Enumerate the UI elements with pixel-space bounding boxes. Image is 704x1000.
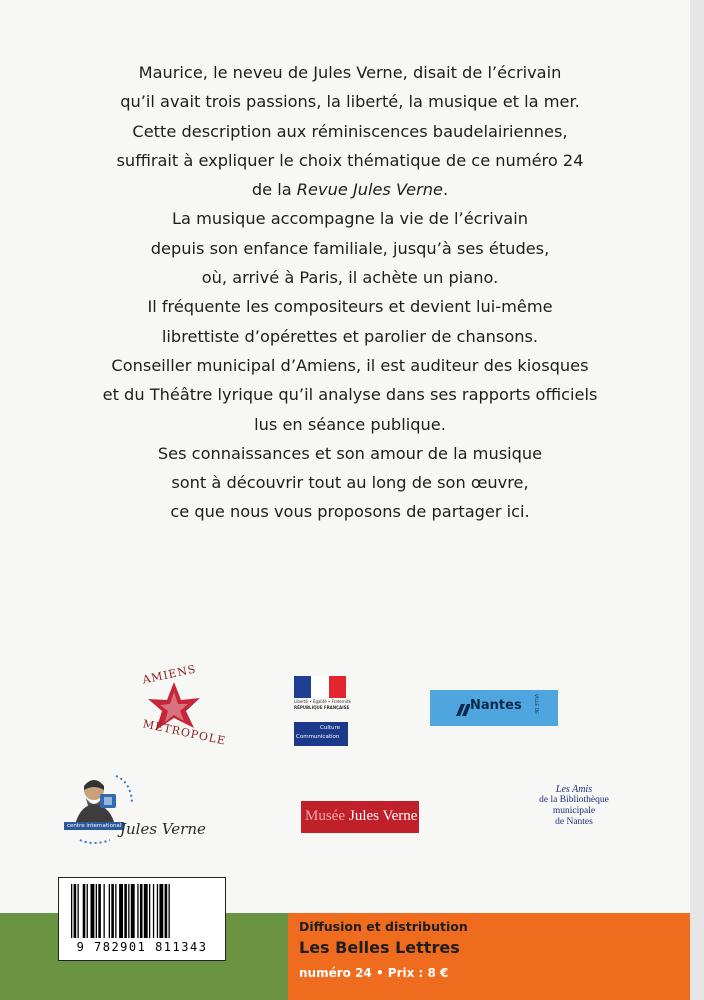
revue-title: Revue Jules Verne <box>296 180 443 200</box>
blurb-line: Maurice, le neveu de Jules Verne, disait de l’écrivain <box>138 63 562 82</box>
blurb-line: La musique accompagne la vie de l’écrivain <box>172 209 528 229</box>
rf-culture: Culture <box>320 725 341 731</box>
issue-price: numéro 24 • Prix : 8 € <box>299 966 449 980</box>
blurb-line: Il fréquente les compositeurs et devient lui-même <box>147 297 553 317</box>
blurb-line: suffirait à expliquer le choix thématique de ce numéro 24 <box>116 150 584 170</box>
publisher-name: Les Belles Lettres <box>299 938 460 957</box>
distribution-label: Diffusion et distribution <box>299 919 468 934</box>
blurb-line: Cette description aux réminiscences baudelairiennes, <box>132 121 568 141</box>
amis-bibliotheque-logo <box>522 784 626 848</box>
blurb-line: depuis son enfance familiale, jusqu’à ses études, <box>150 238 550 258</box>
blurb-line: Ses connaissances et son amour de la musique <box>157 443 543 463</box>
tricolore-flag-icon <box>294 676 346 698</box>
ville-de-nantes-logo <box>430 690 558 726</box>
rf-motto: Liberté • Égalité • Fraternité <box>294 699 351 704</box>
amiens-metropole-logo <box>128 662 228 748</box>
nantes-stripes-icon <box>430 690 470 726</box>
amiens-logo-top: AMIENS <box>141 662 198 687</box>
blurb-line-revue <box>60 175 640 204</box>
blurb-line: Conseiller municipal d’Amiens, il est auditeur des kiosques <box>111 355 589 375</box>
blurb-line: lus en séance publique. <box>254 414 446 434</box>
blurb-line: où, arrivé à Paris, il achète un piano. <box>201 268 499 288</box>
cover-blurb <box>60 58 640 527</box>
isbn-barcode <box>58 877 226 961</box>
musee-jules-verne-logo <box>301 801 419 833</box>
blurb-text: de la <box>251 180 297 200</box>
republique-francaise-logo <box>294 676 351 748</box>
jules-verne-portrait-icon <box>60 770 140 850</box>
amis-line3: municipale <box>552 806 596 816</box>
rf-communication: Communication <box>296 734 340 740</box>
musee-word: Musée <box>305 808 345 824</box>
blurb-line: sont à découvrir tout au long de son œuvre, <box>171 473 529 493</box>
isbn-number: 9 782901 811343 <box>76 940 208 954</box>
amiens-logo-bottom: MÉTROPOLE <box>141 717 228 748</box>
amis-line4: de Nantes <box>555 817 593 827</box>
amis-line1: Les Amis <box>555 784 593 795</box>
nantes-ville: VILLE DE <box>533 694 538 715</box>
barcode-icon <box>69 884 215 940</box>
cijv-badge: centre international <box>64 822 124 830</box>
blurb-line: qu’il avait trois passions, la liberté, la musique et la mer. <box>120 92 580 112</box>
blurb-line: librettiste d’opérettes et parolier de chansons. <box>161 326 539 346</box>
centre-international-jules-verne-logo <box>60 770 206 850</box>
nantes-name: Nantes <box>470 698 522 713</box>
blurb-line: et du Théâtre lyrique qu’il analyse dans ses rapports officiels <box>102 385 598 405</box>
amis-line2: de la Bibliothèque <box>539 795 609 805</box>
cover-edge <box>690 0 704 1000</box>
musee-name: Jules Verne <box>349 808 418 824</box>
blurb-text: . <box>442 180 449 200</box>
rf-name: RÉPUBLIQUE FRANÇAISE <box>294 705 350 710</box>
blurb-line: ce que nous vous proposons de partager ici. <box>170 502 530 522</box>
cijv-signature: Jules Verne <box>120 820 206 838</box>
